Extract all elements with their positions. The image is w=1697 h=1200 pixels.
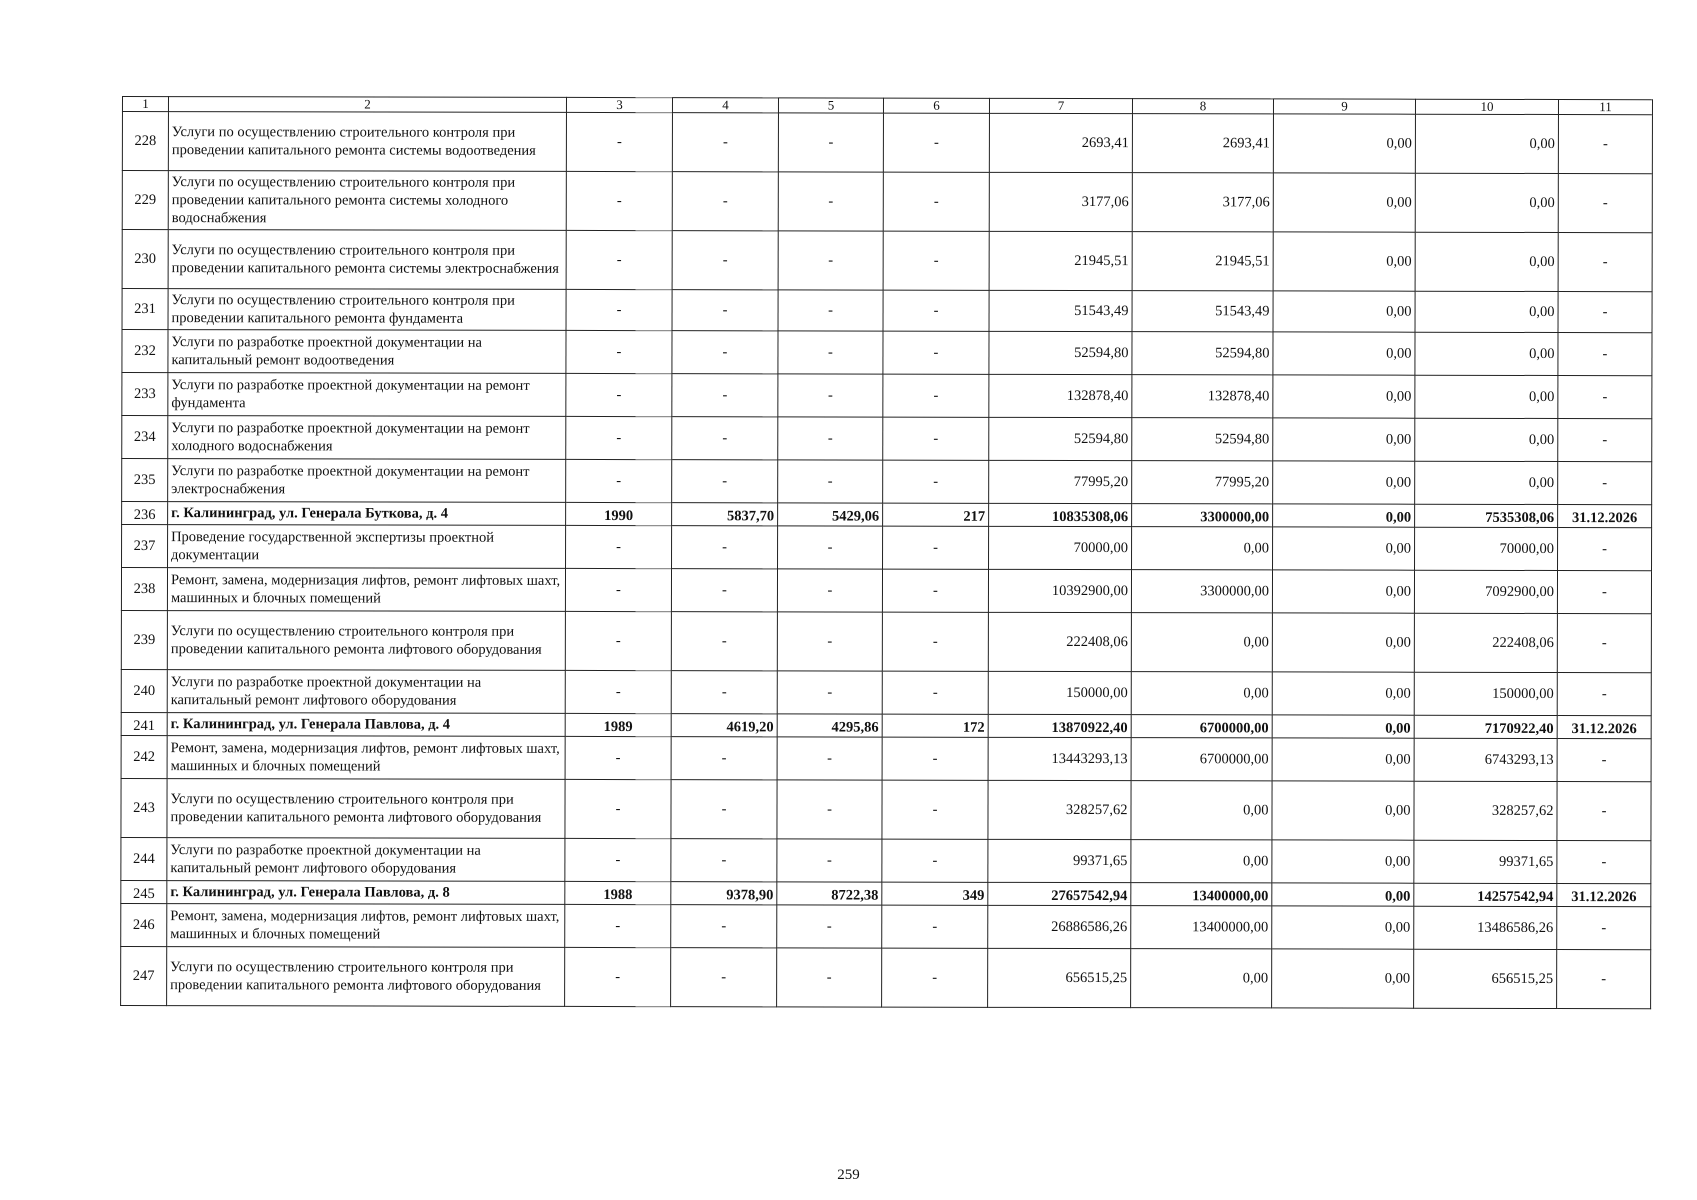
- row-number: 244: [121, 837, 167, 880]
- table-row: [121, 903, 1651, 949]
- col-5-value: -: [778, 417, 883, 460]
- col-5-value: -: [778, 460, 883, 503]
- row-number: 245: [121, 880, 167, 903]
- col-10-value: 222408,06: [1414, 613, 1557, 672]
- col-4-value: -: [672, 460, 778, 503]
- row-number: 238: [121, 568, 167, 611]
- col-8-value: 3300000,00: [1131, 570, 1272, 613]
- col-4-value: -: [671, 780, 777, 839]
- row-number: 234: [122, 416, 168, 459]
- work-description: Ремонт, замена, модернизация лифтов, ремонт лифтовых шахт, машинных и блочных помещений: [167, 568, 565, 612]
- col-5-value: -: [778, 526, 883, 569]
- col-11-value: 31.12.2026: [1557, 884, 1651, 907]
- col-6-value: -: [882, 671, 988, 714]
- col-4-value: -: [671, 905, 777, 948]
- col-9-value: 0,00: [1273, 527, 1415, 570]
- header-cell: 2: [168, 97, 566, 113]
- col-4-value: 9378,90: [671, 882, 777, 905]
- col-9-value: 0,00: [1273, 375, 1415, 418]
- col-8-value: 51543,49: [1132, 291, 1273, 332]
- col-4-value: -: [672, 417, 778, 460]
- col-6-value: -: [882, 569, 988, 612]
- col-3-value: 1989: [565, 713, 671, 736]
- col-10-value: 0,00: [1415, 232, 1558, 291]
- header-cell: 6: [883, 98, 989, 113]
- row-number: 237: [122, 525, 168, 568]
- col-10-value: 0,00: [1415, 173, 1558, 232]
- work-description: Услуги по осуществлению строительного контроля при проведении капитального ремонта системы водоотведения: [168, 112, 566, 172]
- header-cell: 8: [1132, 99, 1273, 114]
- col-11-value: -: [1557, 841, 1651, 884]
- col-3-value: 1990: [566, 502, 672, 525]
- col-9-value: 0,00: [1272, 883, 1414, 906]
- col-5-value: -: [777, 569, 882, 612]
- col-6-value: 349: [882, 882, 988, 905]
- work-description: Услуги по осуществлению строительного контроля при проведении капитального ремонта лифтового оборудования: [167, 947, 565, 1007]
- col-8-value: 0,00: [1131, 672, 1272, 715]
- address-row: [121, 880, 1651, 906]
- col-6-value: -: [883, 374, 989, 417]
- work-description: Услуги по осуществлению строительного контроля при проведении капитального ремонта лифтового оборудования: [167, 611, 565, 671]
- col-6-value: -: [883, 526, 989, 569]
- col-3-value: -: [566, 459, 672, 502]
- col-6-value: -: [882, 780, 988, 839]
- row-number: 242: [121, 735, 167, 778]
- col-6-value: -: [883, 290, 989, 331]
- col-3-value: -: [565, 838, 671, 881]
- col-9-value: 0,00: [1273, 418, 1415, 461]
- col-9-value: 0,00: [1272, 949, 1414, 1008]
- col-3-value: -: [565, 670, 671, 713]
- table-row: [121, 778, 1651, 840]
- row-number: 232: [122, 330, 168, 373]
- table-row: [122, 112, 1652, 174]
- col-4-value: -: [671, 948, 777, 1007]
- col-11-value: -: [1557, 614, 1651, 673]
- col-5-value: -: [777, 737, 882, 780]
- table-row: [122, 171, 1652, 233]
- header-cell: 11: [1558, 100, 1652, 115]
- work-description: Услуги по разработке проектной документации на ремонт холодного водоснабжения: [168, 416, 566, 460]
- col-5-value: -: [777, 948, 882, 1007]
- col-6-value: -: [882, 612, 988, 671]
- table-row: [121, 669, 1651, 715]
- col-11-value: -: [1558, 233, 1652, 292]
- table-container: [120, 96, 1653, 1009]
- col-6-value: 172: [882, 714, 988, 737]
- work-description: Ремонт, замена, модернизация лифтов, ремонт лифтовых шахт, машинных и блочных помещений: [167, 736, 565, 780]
- col-7-value: 328257,62: [988, 780, 1131, 839]
- row-number: 246: [121, 903, 167, 946]
- col-10-value: 0,00: [1415, 291, 1558, 332]
- col-8-value: 52594,80: [1132, 418, 1273, 461]
- col-3-value: -: [566, 416, 672, 459]
- col-6-value: -: [882, 948, 988, 1007]
- col-11-value: -: [1557, 739, 1651, 782]
- col-11-value: -: [1558, 174, 1652, 233]
- col-3-value: -: [566, 373, 672, 416]
- col-5-value: 5429,06: [778, 503, 883, 526]
- work-description: Услуги по осуществлению строительного контроля при проведении капитального ремонта лифтового оборудования: [167, 779, 565, 839]
- col-4-value: 5837,70: [672, 503, 778, 526]
- col-7-value: 21945,51: [989, 231, 1132, 290]
- col-8-value: 77995,20: [1132, 461, 1273, 504]
- col-5-value: -: [778, 290, 883, 331]
- col-7-value: 10835308,06: [989, 503, 1132, 526]
- header-cell: 5: [778, 98, 883, 113]
- col-10-value: 7170922,40: [1414, 715, 1557, 738]
- col-7-value: 2693,41: [989, 113, 1132, 172]
- row-number: 235: [122, 459, 168, 502]
- col-6-value: -: [883, 172, 989, 231]
- col-10-value: 0,00: [1415, 375, 1558, 418]
- col-3-value: -: [565, 736, 671, 779]
- work-description: Услуги по разработке проектной документации на капитальный ремонт водоотведения: [168, 330, 566, 374]
- col-3-value: -: [566, 230, 672, 289]
- col-4-value: -: [671, 839, 777, 882]
- col-5-value: 8722,38: [777, 882, 882, 905]
- table-row: [122, 330, 1652, 376]
- col-10-value: 13486586,26: [1414, 906, 1557, 949]
- col-10-value: 328257,62: [1414, 781, 1557, 840]
- col-8-value: 6700000,00: [1131, 738, 1272, 781]
- col-10-value: 150000,00: [1414, 672, 1557, 715]
- capital-repair-table: [120, 96, 1653, 1009]
- col-11-value: -: [1557, 782, 1651, 841]
- row-number: 233: [122, 373, 168, 416]
- table-row: [121, 735, 1651, 781]
- col-5-value: -: [777, 780, 882, 839]
- col-8-value: 0,00: [1131, 613, 1272, 672]
- col-9-value: 0,00: [1273, 504, 1415, 527]
- col-7-value: 26886586,26: [988, 905, 1131, 948]
- col-8-value: 0,00: [1131, 840, 1272, 883]
- col-8-value: 13400000,00: [1131, 906, 1272, 949]
- col-7-value: 51543,49: [989, 290, 1132, 331]
- col-4-value: -: [671, 612, 777, 671]
- col-5-value: -: [777, 671, 882, 714]
- col-11-value: -: [1558, 115, 1652, 174]
- work-description: г. Калининград, ул. Генерала Павлова, д. 4: [167, 713, 565, 737]
- col-6-value: -: [883, 113, 989, 172]
- col-10-value: 99371,65: [1414, 840, 1557, 883]
- col-11-value: -: [1558, 333, 1652, 376]
- header-cell: 10: [1415, 99, 1558, 114]
- table-row: [122, 230, 1652, 292]
- col-11-value: -: [1558, 292, 1652, 333]
- col-4-value: -: [672, 231, 778, 290]
- col-5-value: 4295,86: [777, 714, 882, 737]
- col-4-value: -: [672, 331, 778, 374]
- page-number: 259: [837, 1167, 860, 1183]
- col-11-value: -: [1557, 950, 1651, 1009]
- col-3-value: -: [565, 947, 671, 1006]
- work-description: Проведение государственной экспертизы проектной документации: [168, 525, 566, 569]
- header-cell: 7: [989, 98, 1132, 113]
- row-number: 230: [122, 230, 168, 289]
- col-4-value: -: [672, 172, 778, 231]
- col-3-value: -: [565, 611, 671, 670]
- col-9-value: 0,00: [1273, 173, 1415, 232]
- col-10-value: 0,00: [1415, 461, 1558, 504]
- col-10-value: 7535308,06: [1415, 504, 1558, 527]
- col-8-value: 3177,06: [1132, 173, 1273, 232]
- col-7-value: 656515,25: [988, 948, 1131, 1007]
- col-9-value: 0,00: [1273, 461, 1415, 504]
- row-number: 241: [121, 712, 167, 735]
- col-5-value: -: [778, 113, 883, 172]
- col-9-value: 0,00: [1272, 570, 1414, 613]
- col-8-value: 52594,80: [1132, 332, 1273, 375]
- header-cell: 9: [1273, 99, 1415, 114]
- col-6-value: 217: [883, 503, 989, 526]
- row-number: 240: [121, 669, 167, 712]
- col-7-value: 77995,20: [989, 460, 1132, 503]
- row-number: 239: [121, 610, 167, 669]
- col-9-value: 0,00: [1272, 672, 1414, 715]
- col-3-value: 1988: [565, 881, 671, 904]
- col-4-value: -: [671, 737, 777, 780]
- col-11-value: -: [1557, 907, 1651, 950]
- col-10-value: 7092900,00: [1414, 570, 1557, 613]
- work-description: Услуги по разработке проектной документации на ремонт фундамента: [168, 373, 566, 417]
- col-9-value: 0,00: [1272, 781, 1414, 840]
- col-3-value: -: [565, 568, 671, 611]
- col-5-value: -: [778, 331, 883, 374]
- table-row: [121, 946, 1651, 1008]
- col-3-value: -: [565, 779, 671, 838]
- table-row: [122, 416, 1652, 462]
- row-number: 236: [122, 502, 168, 525]
- col-8-value: 0,00: [1131, 949, 1272, 1008]
- col-4-value: -: [672, 290, 778, 331]
- header-cell: 3: [566, 97, 672, 112]
- col-5-value: -: [778, 231, 883, 290]
- work-description: Услуги по осуществлению строительного контроля при проведении капитального ремонта системы холодного водоснабжения: [168, 171, 566, 231]
- col-9-value: 0,00: [1273, 232, 1415, 291]
- col-10-value: 70000,00: [1415, 527, 1558, 570]
- table-row: [122, 289, 1652, 333]
- col-9-value: 0,00: [1272, 906, 1414, 949]
- col-8-value: 132878,40: [1132, 375, 1273, 418]
- col-9-value: 0,00: [1273, 291, 1415, 332]
- work-description: Услуги по разработке проектной документации на капитальный ремонт лифтового оборудования: [167, 670, 565, 714]
- col-3-value: -: [566, 330, 672, 373]
- col-8-value: 2693,41: [1132, 114, 1273, 173]
- col-4-value: -: [672, 374, 778, 417]
- col-11-value: -: [1558, 462, 1652, 505]
- table-row: [122, 373, 1652, 419]
- col-4-value: -: [672, 113, 778, 172]
- work-description: г. Калининград, ул. Генерала Буткова, д. 4: [168, 502, 566, 526]
- col-8-value: 13400000,00: [1131, 883, 1272, 906]
- col-9-value: 0,00: [1273, 332, 1415, 375]
- col-5-value: -: [777, 839, 882, 882]
- col-8-value: 3300000,00: [1132, 504, 1273, 527]
- col-7-value: 13443293,13: [988, 737, 1131, 780]
- row-number: 247: [121, 946, 167, 1005]
- table-row: [121, 837, 1651, 883]
- col-9-value: 0,00: [1272, 613, 1414, 672]
- col-10-value: 14257542,94: [1414, 883, 1557, 906]
- col-3-value: -: [566, 171, 672, 230]
- col-9-value: 0,00: [1272, 738, 1414, 781]
- work-description: Услуги по осуществлению строительного контроля при проведении капитального ремонта системы электроснабжения: [168, 230, 566, 290]
- table-row: [121, 610, 1651, 672]
- address-row: [121, 712, 1651, 738]
- col-5-value: -: [778, 172, 883, 231]
- header-cell: 1: [122, 97, 168, 112]
- col-10-value: 656515,25: [1414, 949, 1557, 1008]
- work-description: Услуги по осуществлению строительного контроля при проведении капитального ремонта фундамента: [168, 289, 566, 331]
- col-11-value: 31.12.2026: [1558, 505, 1652, 528]
- col-11-value: -: [1558, 376, 1652, 419]
- address-row: [122, 502, 1652, 528]
- col-7-value: 10392900,00: [988, 569, 1131, 612]
- col-6-value: -: [882, 737, 988, 780]
- col-7-value: 27657542,94: [988, 882, 1131, 905]
- col-3-value: -: [566, 525, 672, 568]
- col-5-value: -: [778, 374, 883, 417]
- col-7-value: 150000,00: [988, 671, 1131, 714]
- col-4-value: -: [671, 569, 777, 612]
- col-7-value: 52594,80: [989, 417, 1132, 460]
- col-11-value: -: [1558, 528, 1652, 571]
- col-4-value: -: [672, 526, 778, 569]
- col-7-value: 13870922,40: [988, 714, 1131, 737]
- col-6-value: -: [883, 331, 989, 374]
- col-8-value: 0,00: [1132, 527, 1273, 570]
- col-6-value: -: [882, 905, 988, 948]
- row-number: 231: [122, 289, 168, 330]
- col-4-value: 4619,20: [671, 714, 777, 737]
- col-9-value: 0,00: [1272, 840, 1414, 883]
- header-cell: 4: [672, 98, 778, 113]
- row-number: 243: [121, 778, 167, 837]
- col-6-value: -: [883, 460, 989, 503]
- col-10-value: 0,00: [1415, 332, 1558, 375]
- col-7-value: 132878,40: [989, 374, 1132, 417]
- col-5-value: -: [777, 612, 882, 671]
- col-7-value: 52594,80: [989, 331, 1132, 374]
- col-11-value: -: [1558, 419, 1652, 462]
- col-7-value: 3177,06: [989, 172, 1132, 231]
- col-7-value: 70000,00: [989, 526, 1132, 569]
- col-7-value: 222408,06: [988, 612, 1131, 671]
- col-3-value: -: [566, 289, 672, 330]
- col-8-value: 0,00: [1131, 781, 1272, 840]
- col-9-value: 0,00: [1272, 715, 1414, 738]
- row-number: 228: [122, 112, 168, 171]
- col-10-value: 6743293,13: [1414, 738, 1557, 781]
- col-11-value: -: [1557, 571, 1651, 614]
- col-3-value: -: [566, 112, 672, 171]
- col-11-value: -: [1557, 673, 1651, 716]
- col-3-value: -: [565, 904, 671, 947]
- col-6-value: -: [883, 417, 989, 460]
- col-6-value: -: [882, 839, 988, 882]
- col-4-value: -: [671, 671, 777, 714]
- row-number: 229: [122, 171, 168, 230]
- col-8-value: 6700000,00: [1131, 715, 1272, 738]
- col-10-value: 0,00: [1415, 114, 1558, 173]
- col-5-value: -: [777, 905, 882, 948]
- col-9-value: 0,00: [1273, 114, 1415, 173]
- work-description: Услуги по разработке проектной документации на ремонт электроснабжения: [168, 459, 566, 503]
- col-11-value: 31.12.2026: [1557, 716, 1651, 739]
- work-description: г. Калининград, ул. Генерала Павлова, д. 8: [167, 881, 565, 905]
- col-7-value: 99371,65: [988, 839, 1131, 882]
- work-description: Услуги по разработке проектной документации на капитальный ремонт лифтового оборудования: [167, 838, 565, 882]
- table-row: [121, 568, 1651, 614]
- table-row: [122, 459, 1652, 505]
- col-6-value: -: [883, 231, 989, 290]
- col-8-value: 21945,51: [1132, 232, 1273, 291]
- table-row: [122, 525, 1652, 571]
- work-description: Ремонт, замена, модернизация лифтов, ремонт лифтовых шахт, машинных и блочных помещений: [167, 904, 565, 948]
- col-10-value: 0,00: [1415, 418, 1558, 461]
